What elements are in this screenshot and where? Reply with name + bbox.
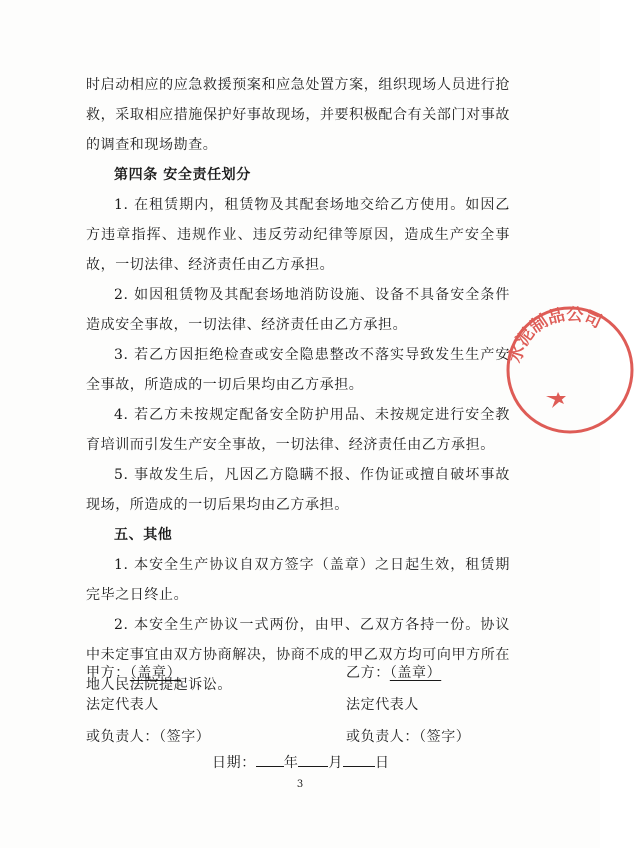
section-heading-other: 五、其他 bbox=[114, 527, 173, 543]
date-day: 日 bbox=[375, 755, 390, 771]
day-blank bbox=[343, 752, 375, 767]
party-a-label: 甲方： bbox=[86, 665, 130, 681]
date-month: 月 bbox=[328, 755, 344, 771]
seal-star-icon bbox=[546, 392, 566, 408]
seal-ring bbox=[508, 308, 632, 432]
clause-4-5: 5. 事故发生后，凡因乙方隐瞒不报、作伪证或擅自破坏事故现场，所造成的一切后果均由乙方承担。 bbox=[86, 467, 510, 513]
seal-text: 水泥制品公司 bbox=[505, 304, 605, 366]
legal-rep-b: 法定代表人 bbox=[346, 697, 419, 713]
company-seal bbox=[500, 300, 640, 440]
date-label: 日期： bbox=[212, 755, 256, 771]
section-heading-article-4: 第四条 安全责任划分 bbox=[114, 167, 251, 183]
party-b-label: 乙方： bbox=[346, 665, 390, 681]
date-year: 年 bbox=[283, 755, 299, 771]
party-a-stamp: （盖章） bbox=[129, 665, 182, 681]
document-body bbox=[86, 70, 510, 700]
date-line bbox=[212, 752, 390, 772]
page-number: 3 bbox=[296, 779, 304, 790]
party-b-stamp: （盖章） bbox=[389, 665, 442, 681]
clause-4-3: 3. 若乙方因拒绝检查或安全隐患整改不落实导致发生生产安全事故，所造成的一切后果均由乙方承担。 bbox=[86, 347, 510, 393]
clause-5-2: 2. 本安全生产协议一式两份，由甲、乙双方各持一份。协议中未定事宜由双方协商解决，协商不成的甲乙双方均可向甲方所在地人民法院提起诉讼。 bbox=[86, 617, 510, 693]
party-b bbox=[346, 662, 441, 682]
clause-4-2: 2. 如因租赁物及其配套场地消防设施、设备不具备安全条件造成安全事故，一切法律、经济责任由乙方承担。 bbox=[86, 287, 510, 333]
clause-4-1: 1. 在租赁期内，租赁物及其配套场地交给乙方使用。如因乙方违章指挥、违规作业、违反劳动纪律等原因，造成生产安全事故，一切法律、经济责任由乙方承担。 bbox=[86, 197, 510, 273]
party-a bbox=[86, 662, 181, 682]
clause-5-1: 1. 本安全生产协议自双方签字（盖章）之日起生效，租赁期完毕之日终止。 bbox=[86, 557, 510, 603]
clause-4-4: 4. 若乙方未按规定配备安全防护用品、未按规定进行安全教育培训而引发生产安全事故，一切法律、经济责任由乙方承担。 bbox=[86, 407, 510, 453]
legal-rep-a: 法定代表人 bbox=[86, 697, 159, 713]
responsible-b: 或负责人：（签字） bbox=[346, 729, 471, 745]
year-blank bbox=[256, 752, 284, 767]
paragraph-continued: 时启动相应的应急救援预案和应急处置方案，组织现场人员进行抢救，采取相应措施保护好事故现场，并要积极配合有关部门对事故的调查和现场勘查。 bbox=[86, 77, 510, 153]
responsible-a: 或负责人：（签字） bbox=[86, 729, 211, 745]
seal-graphic bbox=[504, 305, 632, 432]
month-blank bbox=[298, 752, 328, 767]
